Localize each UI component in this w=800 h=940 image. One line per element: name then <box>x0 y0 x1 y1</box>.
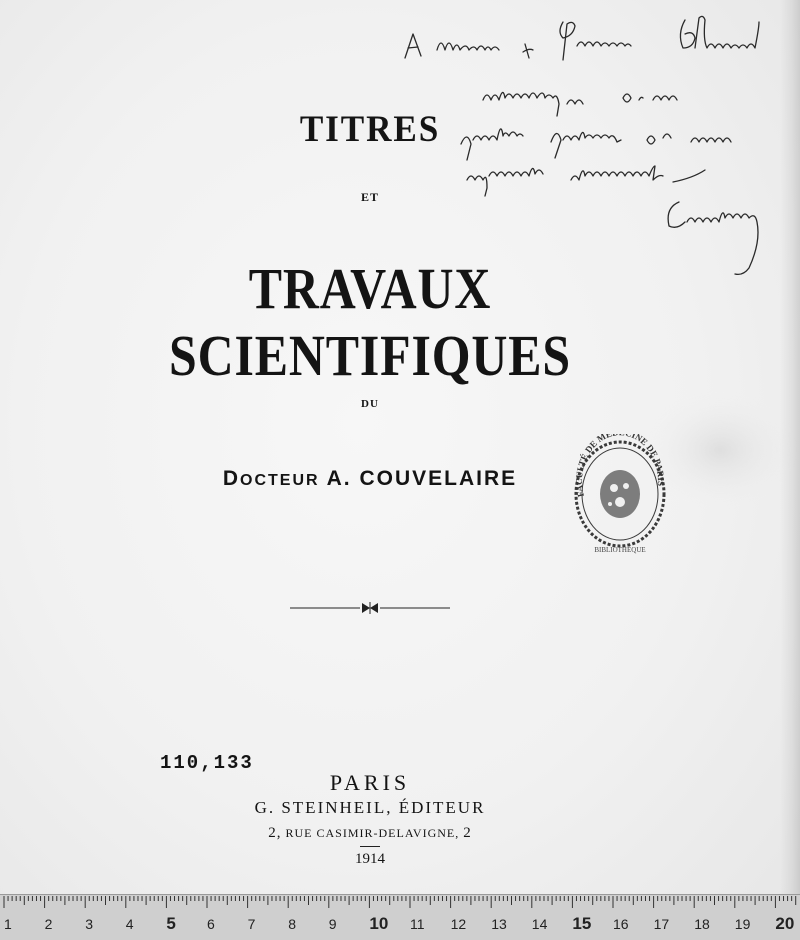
ruler-number: 11 <box>410 916 425 932</box>
ruler-scale <box>0 895 800 940</box>
publisher-address <box>0 825 740 842</box>
ruler-number: 8 <box>288 916 296 932</box>
ruler-number: 19 <box>734 916 751 932</box>
stamp-bottom-text: BIBLIOTHÈQUE <box>594 546 646 554</box>
publisher-editor: G. STEINHEIL, ÉDITEUR <box>254 798 486 817</box>
ornamental-rule-icon <box>288 598 452 618</box>
publication-year: 1914 <box>355 851 385 867</box>
address-street: RUE CASIMIR-DELAVIGNE, <box>281 826 464 840</box>
title-et: ET <box>360 190 379 204</box>
ruler-number: 5 <box>166 914 176 933</box>
address-number-2: 2 <box>463 825 472 841</box>
ruler-number: 3 <box>85 916 93 932</box>
ruler-number: 18 <box>694 916 710 932</box>
ruler-number: 7 <box>247 916 256 932</box>
shelfmark-number: 110,133 <box>160 752 254 774</box>
ruler-number: 6 <box>207 916 215 932</box>
publisher-city: PARIS <box>329 770 411 795</box>
address-number-1: 2, <box>268 825 282 841</box>
ruler-number: 9 <box>328 916 337 932</box>
ruler-number: 15 <box>572 914 592 933</box>
measurement-ruler <box>0 894 800 940</box>
handwritten-inscription <box>395 10 795 300</box>
ruler-number: 14 <box>531 916 548 932</box>
ruler-number: 13 <box>491 916 507 932</box>
library-stamp <box>570 434 670 564</box>
ruler-number: 12 <box>450 916 467 932</box>
ruler-number: 16 <box>613 916 629 932</box>
ruler-number: 20 <box>775 914 795 933</box>
ruler-number: 10 <box>369 914 389 933</box>
title-du: DU <box>361 398 379 410</box>
ruler-number: 17 <box>653 916 670 932</box>
title-travaux-scientifiques: TRAVAUX SCIENTIFIQUES <box>168 256 572 388</box>
stamp-text: FACULTÉ DE MÉ INE DE PARIS <box>573 434 667 498</box>
author-prefix-rest: OCTEUR <box>240 472 320 489</box>
publisher-rule <box>360 846 380 847</box>
ruler-number: 1 <box>4 916 12 932</box>
ruler-number: 4 <box>125 916 134 932</box>
ruler-number: 2 <box>44 916 53 932</box>
author-name: A. COUVELAIRE <box>319 467 518 490</box>
author-prefix-cap: D <box>222 467 241 490</box>
title-titres: TITRES <box>299 109 441 150</box>
